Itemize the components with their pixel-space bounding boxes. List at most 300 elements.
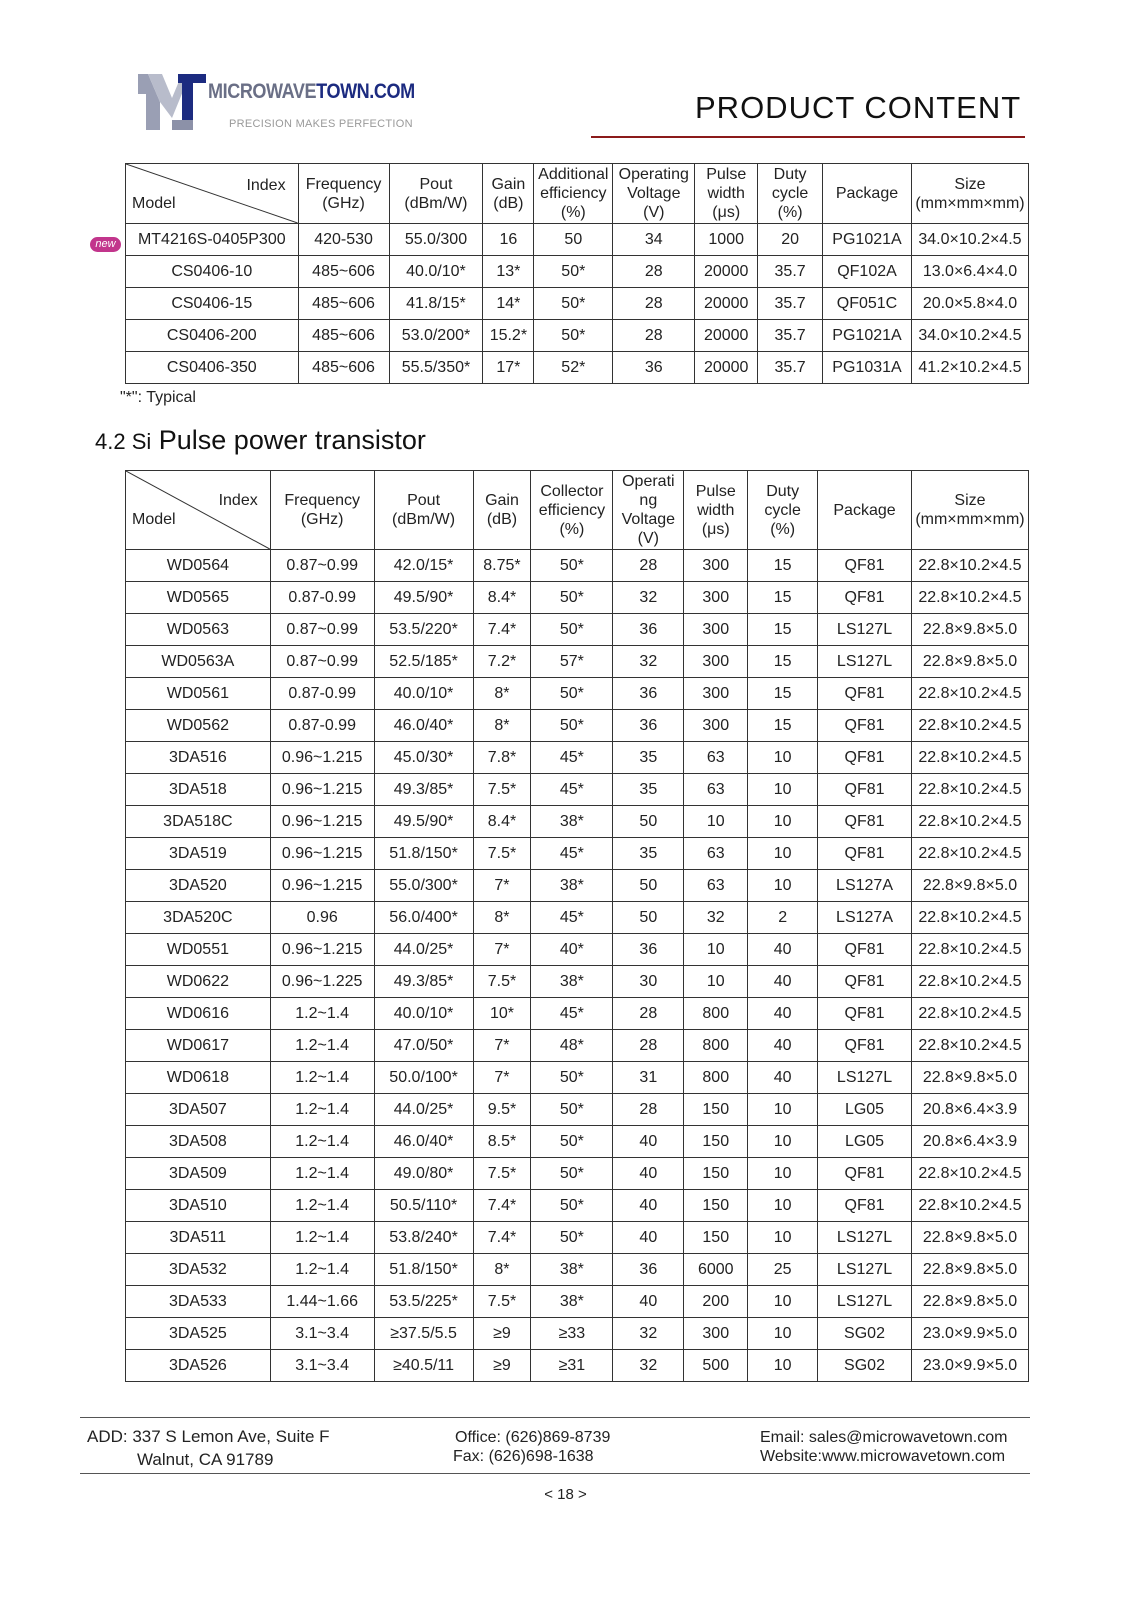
table2-header-cell (374, 471, 473, 550)
table2-header-cell (748, 471, 818, 550)
model-cell: WD0617 (126, 1030, 271, 1062)
table-cell: 10 (684, 806, 748, 838)
table-cell: 15 (748, 614, 818, 646)
header-text: (μs) (712, 204, 741, 221)
table-cell: 28 (613, 1094, 684, 1126)
table-cell: 38* (531, 870, 613, 902)
table-cell: 34.0×10.2×4.5 (911, 320, 1028, 352)
table-cell: 50* (531, 582, 613, 614)
header-text: (%) (560, 204, 586, 221)
table-cell: 22.8×10.2×4.5 (911, 774, 1028, 806)
table-cell: ≥31 (531, 1350, 613, 1382)
table2-corner-cell (126, 471, 271, 550)
table-cell: 20.8×6.4×3.9 (911, 1094, 1028, 1126)
table-cell: 7.5* (473, 1158, 531, 1190)
table-cell: 53.5/225* (374, 1286, 473, 1318)
table-cell: 22.8×10.2×4.5 (911, 1190, 1028, 1222)
table-row (126, 1094, 1029, 1126)
table-cell: 300 (684, 646, 748, 678)
table-cell: 50* (531, 1222, 613, 1254)
table-cell: 50* (534, 320, 613, 352)
table-cell: QF81 (818, 550, 912, 582)
table-cell: 7.5* (473, 966, 531, 998)
table-cell: QF81 (818, 838, 912, 870)
table-cell: 300 (684, 678, 748, 710)
table-cell: 28 (613, 256, 695, 288)
table-cell: 40.0/10* (374, 678, 473, 710)
model-cell: 3DA519 (126, 838, 271, 870)
table-cell: 35.7 (758, 352, 823, 384)
table1-header-cell (911, 164, 1028, 224)
table-cell: 36 (613, 934, 684, 966)
table-cell: 45* (531, 742, 613, 774)
model-cell: 3DA509 (126, 1158, 271, 1190)
table-cell: 63 (684, 870, 748, 902)
table-cell: 10 (748, 1126, 818, 1158)
table-cell: 10 (748, 774, 818, 806)
table-cell: 10 (748, 806, 818, 838)
table-cell: QF81 (818, 678, 912, 710)
model-cell: WD0622 (126, 966, 271, 998)
table-cell: QF81 (818, 710, 912, 742)
table-cell: 13.0×6.4×4.0 (911, 256, 1028, 288)
table-cell: 22.8×10.2×4.5 (911, 806, 1028, 838)
table-cell: QF81 (818, 934, 912, 966)
table-cell: 48* (531, 1030, 613, 1062)
header-text: (mm×mm×mm) (915, 511, 1025, 528)
table-cell: 485~606 (298, 288, 389, 320)
table-cell: 22.8×10.2×4.5 (911, 998, 1028, 1030)
table-cell: 28 (613, 288, 695, 320)
table-gan-pulse (125, 163, 1029, 384)
table-cell: 7.5* (473, 1286, 531, 1318)
table-cell: 40.0/10* (389, 256, 483, 288)
table-cell: ≥40.5/11 (374, 1350, 473, 1382)
header-text: Duty (766, 482, 800, 500)
table-row (126, 1126, 1029, 1158)
table-cell: LG05 (818, 1126, 912, 1158)
table-cell: QF81 (818, 582, 912, 614)
table-cell: 7.4* (473, 1222, 531, 1254)
table-cell: 38* (531, 1286, 613, 1318)
header-text: (GHz) (322, 194, 365, 212)
table-cell: 51.8/150* (374, 838, 473, 870)
footer-address-line1: ADD: 337 S Lemon Ave, Suite F (87, 1427, 330, 1446)
table1-header (126, 164, 1029, 224)
table-cell: 22.8×10.2×4.5 (911, 742, 1028, 774)
table-cell: 56.0/400* (374, 902, 473, 934)
table-cell: 0.96~1.215 (270, 934, 374, 966)
table-cell: 34.0×10.2×4.5 (911, 224, 1028, 256)
table-cell: 57* (531, 646, 613, 678)
header-text: width (697, 501, 735, 519)
table-cell: 55.0/300 (389, 224, 483, 256)
model-cell: WD0618 (126, 1062, 271, 1094)
table-cell: QF81 (818, 966, 912, 998)
table-cell: 23.0×9.9×5.0 (911, 1318, 1028, 1350)
header-text: Duty (773, 166, 807, 183)
table-cell: ≥33 (531, 1318, 613, 1350)
table-cell: 36 (613, 710, 684, 742)
table-cell: 20.0×5.8×4.0 (911, 288, 1028, 320)
table-row (126, 870, 1029, 902)
table-cell: 22.8×9.8×5.0 (911, 1222, 1028, 1254)
table-cell: QF81 (818, 806, 912, 838)
table-cell: 7* (473, 1030, 531, 1062)
table-cell: 63 (684, 774, 748, 806)
table-cell: 50* (531, 1158, 613, 1190)
table-row (126, 550, 1029, 582)
header-text: Voltage (627, 185, 681, 202)
table-cell: 10 (684, 966, 748, 998)
table1-header-cell (389, 164, 483, 224)
footer-address-line2: Walnut, CA 91789 (137, 1450, 274, 1469)
table-row (126, 1286, 1029, 1318)
table-cell: 30 (613, 966, 684, 998)
table-cell: 42.0/15* (374, 550, 473, 582)
table-cell: 32 (684, 902, 748, 934)
table-row (126, 934, 1029, 966)
table-cell: 7.8* (473, 742, 531, 774)
header-text: ng (639, 492, 658, 509)
table1-header-cell (298, 164, 389, 224)
header-text: (dB) (493, 194, 524, 212)
table-row (126, 320, 1029, 352)
table-cell: 50.5/110* (374, 1190, 473, 1222)
header-text: (mm×mm×mm) (915, 194, 1025, 212)
table-cell: 3.1~3.4 (270, 1350, 374, 1382)
mt-logo-icon (138, 72, 208, 134)
new-badge: new (90, 237, 121, 252)
table-cell: 44.0/25* (374, 1094, 473, 1126)
table-cell: 63 (684, 838, 748, 870)
table-cell: 40 (748, 1062, 818, 1094)
table-cell: 8* (473, 710, 531, 742)
table-row (126, 256, 1029, 288)
model-cell: CS0406-200 (126, 320, 299, 352)
table-cell: 41.2×10.2×4.5 (911, 352, 1028, 384)
table-cell: 22.8×10.2×4.5 (911, 710, 1028, 742)
table-cell: 44.0/25* (374, 934, 473, 966)
table-cell: 55.0/300* (374, 870, 473, 902)
header-text: (dBm/W) (404, 194, 468, 212)
table-cell: 23.0×9.9×5.0 (911, 1350, 1028, 1382)
table-cell: 8.4* (473, 582, 531, 614)
table-row (126, 838, 1029, 870)
table-cell: 51.8/150* (374, 1254, 473, 1286)
table-cell: 1.2~1.4 (270, 998, 374, 1030)
model-cell: 3DA518C (126, 806, 271, 838)
table2-header-cell (818, 471, 912, 550)
table1-header-cell (758, 164, 823, 224)
table-row (126, 1318, 1029, 1350)
table-cell: 34 (613, 224, 695, 256)
table-cell: 45.0/30* (374, 742, 473, 774)
table-cell: 49.3/85* (374, 774, 473, 806)
table-cell: 300 (684, 1318, 748, 1350)
table-cell: 50 (534, 224, 613, 256)
table-cell: 17* (483, 352, 534, 384)
table-cell: 50.0/100* (374, 1062, 473, 1094)
table-cell: 22.8×10.2×4.5 (911, 934, 1028, 966)
table-cell: 38* (531, 1254, 613, 1286)
model-cell: WD0563A (126, 646, 271, 678)
table-cell: LS127L (818, 1286, 912, 1318)
table-cell: 28 (613, 320, 695, 352)
table-cell: 1.2~1.4 (270, 1126, 374, 1158)
table-row (126, 288, 1029, 320)
table-cell: LS127A (818, 902, 912, 934)
table-cell: 300 (684, 710, 748, 742)
header-text: (%) (770, 520, 796, 538)
table-row (126, 646, 1029, 678)
table-cell: QF81 (818, 1030, 912, 1062)
table-row (126, 1158, 1029, 1190)
table-cell: 36 (613, 614, 684, 646)
table-cell: 8* (473, 678, 531, 710)
table-cell: 52.5/185* (374, 646, 473, 678)
table-cell: 485~606 (298, 256, 389, 288)
header-text: Frequency (284, 492, 360, 509)
table-cell: 50* (531, 710, 613, 742)
table-cell: 150 (684, 1158, 748, 1190)
model-cell: CS0406-10 (126, 256, 299, 288)
header-text: Pulse (695, 482, 736, 500)
table-cell: 10 (748, 1350, 818, 1382)
table-cell: 485~606 (298, 352, 389, 384)
table-cell: SG02 (818, 1318, 912, 1350)
header-text: (V) (637, 530, 659, 547)
table-cell: 8* (473, 902, 531, 934)
table-row (126, 742, 1029, 774)
table-cell: 13* (483, 256, 534, 288)
table-cell: 40.0/10* (374, 998, 473, 1030)
header-text: Package (835, 185, 899, 202)
table-cell: 3.1~3.4 (270, 1318, 374, 1350)
header-text: Frequency (305, 175, 382, 193)
table-cell: 10 (748, 1286, 818, 1318)
table-cell: 22.8×9.8×5.0 (911, 1062, 1028, 1094)
table-cell: 22.8×10.2×4.5 (911, 966, 1028, 998)
table-cell: 50* (531, 1126, 613, 1158)
table-cell: 50 (613, 902, 684, 934)
footer-website[interactable]: Website:www.microwavetown.com (760, 1448, 1006, 1465)
table2-header-cell (911, 471, 1028, 550)
table-cell: 20000 (695, 256, 758, 288)
table-row (126, 224, 1029, 256)
table-cell: 32 (613, 1350, 684, 1382)
table-cell: QF81 (818, 774, 912, 806)
table-cell: LS127L (818, 614, 912, 646)
table-cell: LS127L (818, 646, 912, 678)
table-cell: 300 (684, 582, 748, 614)
header-text: (%) (777, 204, 803, 221)
table-cell: 7.5* (473, 838, 531, 870)
table-cell: 16 (483, 224, 534, 256)
footer-bottom-rule (80, 1473, 1030, 1474)
header-text: (V) (643, 204, 665, 221)
model-cell: WD0551 (126, 934, 271, 966)
table-cell: 15.2* (483, 320, 534, 352)
header-text: Pout (419, 175, 453, 193)
table-cell: QF81 (818, 1190, 912, 1222)
table-cell: 1.2~1.4 (270, 1062, 374, 1094)
table-cell: 40 (748, 1030, 818, 1062)
table1-corner-cell (126, 164, 299, 224)
header-text: Voltage (621, 511, 676, 528)
header-text: cycle (764, 501, 801, 519)
table-cell: 40 (748, 934, 818, 966)
table-cell: 53.5/220* (374, 614, 473, 646)
logo-tagline: PRECISION MAKES PERFECTION (229, 118, 413, 130)
header-text: (%) (559, 520, 585, 538)
table-cell: 0.87~0.99 (270, 550, 374, 582)
table-cell: 300 (684, 550, 748, 582)
table-cell: 10 (684, 934, 748, 966)
table-cell: 52* (534, 352, 613, 384)
corner-model-label: Model (132, 195, 176, 212)
table-row (126, 998, 1029, 1030)
table-cell: 0.96~1.215 (270, 838, 374, 870)
footer-email[interactable]: Email: sales@microwavetown.com (760, 1429, 1008, 1446)
table-cell: 8.5* (473, 1126, 531, 1158)
table-row (126, 1062, 1029, 1094)
table-cell: 7* (473, 1062, 531, 1094)
table-cell: 53.0/200* (389, 320, 483, 352)
table-cell: 41.8/15* (389, 288, 483, 320)
header-text: Pout (407, 492, 441, 509)
table-cell: 28 (613, 550, 684, 582)
table-cell: 800 (684, 1030, 748, 1062)
model-cell: 3DA532 (126, 1254, 271, 1286)
table-cell: 500 (684, 1350, 748, 1382)
header-text: (μs) (701, 520, 730, 538)
model-cell: WD0564 (126, 550, 271, 582)
table1-header-cell (823, 164, 912, 224)
corner-model-label: Model (132, 511, 176, 528)
table-cell: 7.4* (473, 1190, 531, 1222)
footer-fax: Fax: (626)698-1638 (453, 1448, 594, 1465)
header-text: Additional (538, 166, 609, 183)
table-row (126, 710, 1029, 742)
table-cell: QF051C (823, 288, 912, 320)
table-cell: 14* (483, 288, 534, 320)
table-row (126, 614, 1029, 646)
table-cell: LS127L (818, 1254, 912, 1286)
table-cell: 40* (531, 934, 613, 966)
table-cell: 53.8/240* (374, 1222, 473, 1254)
section-prefix: 4.2 Si (95, 429, 152, 454)
header-text: Size (954, 175, 986, 193)
table-row (126, 774, 1029, 806)
table-cell: 38* (531, 966, 613, 998)
table-cell: PG1021A (823, 224, 912, 256)
header-text: (GHz) (300, 511, 344, 528)
table-cell: ≥37.5/5.5 (374, 1318, 473, 1350)
table-cell: SG02 (818, 1350, 912, 1382)
table-cell: 49.5/90* (374, 806, 473, 838)
typical-note: "*": Typical (120, 389, 196, 406)
header-text: Pulse (706, 166, 747, 183)
table-cell: 40 (613, 1190, 684, 1222)
table-cell: 150 (684, 1222, 748, 1254)
table-cell: 0.96 (270, 902, 374, 934)
corner-index-label: Index (246, 177, 286, 194)
table-cell: 46.0/40* (374, 1126, 473, 1158)
table-cell: 22.8×10.2×4.5 (911, 582, 1028, 614)
footer-top-rule (80, 1417, 1030, 1418)
table-cell: 31 (613, 1062, 684, 1094)
table-cell: 36 (613, 352, 695, 384)
table-cell: 8* (473, 1254, 531, 1286)
table-cell: 0.87-0.99 (270, 582, 374, 614)
table-cell: 35 (613, 742, 684, 774)
table-cell: 22.8×9.8×5.0 (911, 870, 1028, 902)
table-cell: 15 (748, 710, 818, 742)
table-cell: 35.7 (758, 288, 823, 320)
table-cell: 49.0/80* (374, 1158, 473, 1190)
model-cell: MT4216S-0405P300 (126, 224, 299, 256)
model-cell: 3DA533 (126, 1286, 271, 1318)
table2-body (126, 550, 1029, 1382)
table2-header-cell (531, 471, 613, 550)
model-cell: 3DA520C (126, 902, 271, 934)
table-cell: ≥9 (473, 1350, 531, 1382)
table-row (126, 966, 1029, 998)
header-text: cycle (771, 185, 809, 202)
page-header (0, 0, 1131, 160)
company-logo (138, 72, 438, 137)
model-cell: WD0562 (126, 710, 271, 742)
table-cell: 20000 (695, 320, 758, 352)
model-cell: 3DA518 (126, 774, 271, 806)
table-cell: 45* (531, 902, 613, 934)
table1-header-cell (695, 164, 758, 224)
header-text: Gain (485, 492, 519, 509)
table1-header-cell (483, 164, 534, 224)
model-cell: 3DA510 (126, 1190, 271, 1222)
table-cell: 1.2~1.4 (270, 1222, 374, 1254)
table-cell: 10 (748, 870, 818, 902)
model-cell: WD0563 (126, 614, 271, 646)
section-name: Pulse power transistor (151, 425, 426, 455)
table-cell: 40 (613, 1286, 684, 1318)
table-cell: 45* (531, 774, 613, 806)
table2-header-cell (473, 471, 531, 550)
table-cell: 7.2* (473, 646, 531, 678)
table-cell: 7.5* (473, 774, 531, 806)
table-cell: 8.75* (473, 550, 531, 582)
header-text: (dBm/W) (392, 511, 456, 528)
table-cell: 22.8×10.2×4.5 (911, 1158, 1028, 1190)
table-cell: 47.0/50* (374, 1030, 473, 1062)
table-cell: LG05 (818, 1094, 912, 1126)
table-cell: 63 (684, 742, 748, 774)
model-cell: CS0406-350 (126, 352, 299, 384)
table-cell: 22.8×9.8×5.0 (911, 646, 1028, 678)
model-cell: WD0561 (126, 678, 271, 710)
table-cell: 36 (613, 1254, 684, 1286)
model-cell: WD0565 (126, 582, 271, 614)
table-cell: 150 (684, 1126, 748, 1158)
header-text: (dB) (486, 511, 518, 528)
table2-header-cell (270, 471, 374, 550)
table-cell: 28 (613, 1030, 684, 1062)
table-cell: 0.87~0.99 (270, 646, 374, 678)
table-cell: 36 (613, 678, 684, 710)
table-cell: LS127L (818, 1222, 912, 1254)
table2-header-cell (684, 471, 748, 550)
